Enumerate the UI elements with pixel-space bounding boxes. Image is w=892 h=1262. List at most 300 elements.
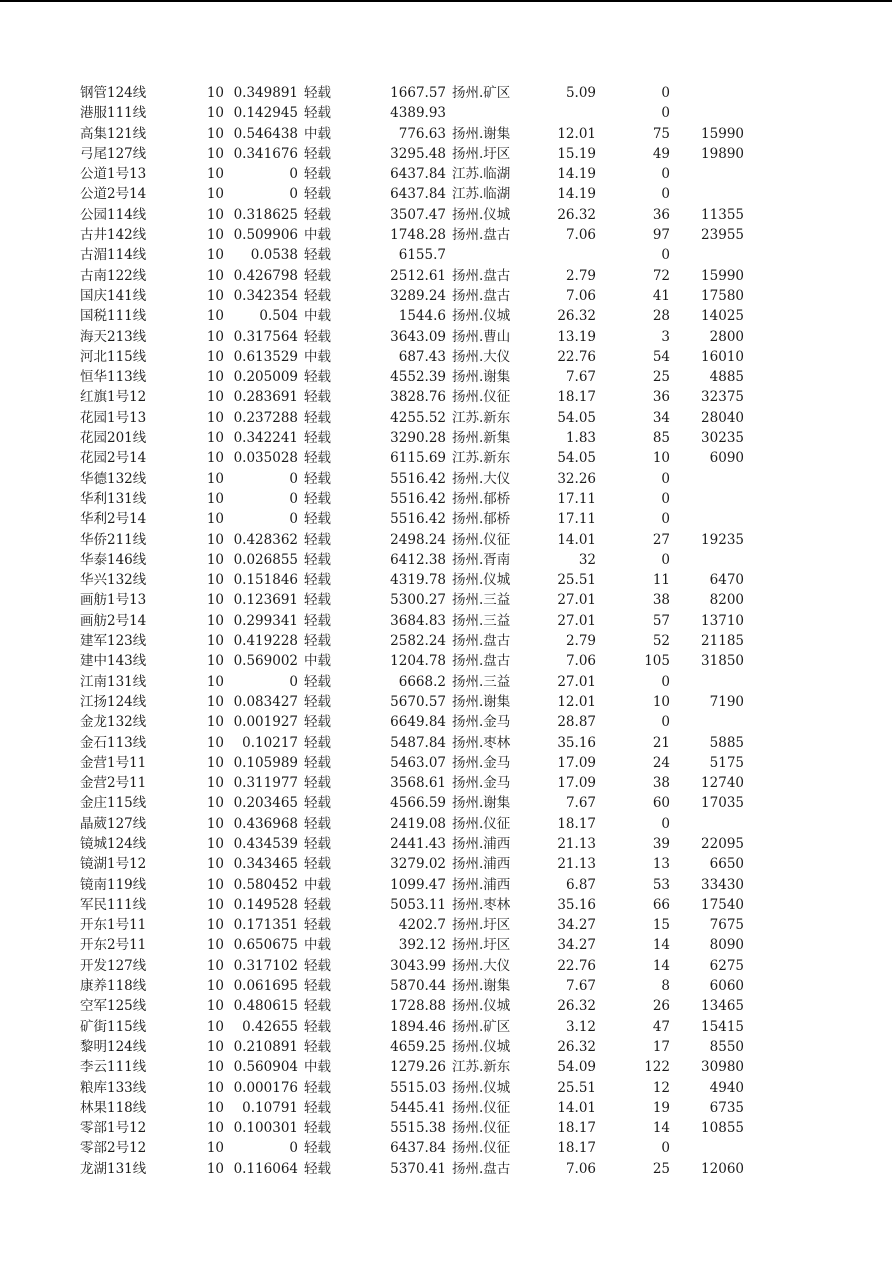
- capacity-cell: 2582.24: [390, 633, 446, 650]
- count-cell: 36: [652, 389, 670, 406]
- line-name-cell: 红旗1号12: [80, 389, 147, 406]
- load-status-cell: 轻载: [304, 633, 331, 650]
- kva-cell: 10855: [701, 1120, 744, 1137]
- count-cell: 17: [652, 1038, 670, 1055]
- line-name-cell: 港服111线: [80, 105, 147, 122]
- line-name-cell: 海天213线: [80, 328, 147, 345]
- load-rate-cell: 0.569002: [233, 653, 298, 670]
- kva-cell: 8200: [709, 592, 744, 609]
- length-cell: 5.09: [565, 85, 596, 101]
- substation-cell: 扬州.仪征: [452, 1099, 511, 1116]
- line-name-cell: 江扬124线: [80, 693, 147, 710]
- table-row: [0, 530, 892, 550]
- substation-cell: 扬州.金马: [452, 754, 511, 771]
- substation-cell: 扬州.金马: [452, 775, 511, 792]
- load-rate-cell: 0.546438: [233, 125, 298, 142]
- count-cell: 0: [661, 490, 670, 507]
- load-status-cell: 轻载: [304, 1140, 331, 1157]
- voltage-cell: 10: [206, 1099, 224, 1116]
- line-name-cell: 粮库133线: [80, 1079, 147, 1096]
- voltage-cell: 10: [206, 125, 224, 142]
- load-rate-cell: 0.000176: [233, 1079, 298, 1096]
- length-cell: 7.67: [565, 369, 596, 386]
- load-rate-cell: 0.123691: [233, 592, 298, 609]
- load-rate-cell: 0.428362: [233, 531, 298, 548]
- table-row: [0, 895, 892, 915]
- kva-cell: 5175: [709, 754, 744, 771]
- substation-cell: 扬州.盘古: [452, 287, 511, 304]
- length-cell: 22.76: [557, 348, 596, 365]
- count-cell: 10: [652, 693, 670, 710]
- voltage-cell: 10: [206, 308, 224, 325]
- substation-cell: 江苏.新东: [452, 450, 511, 467]
- voltage-cell: 10: [206, 511, 224, 528]
- capacity-cell: 3043.99: [390, 957, 446, 974]
- load-rate-cell: 0.317102: [233, 957, 298, 974]
- voltage-cell: 10: [206, 267, 224, 284]
- substation-cell: 扬州.三益: [452, 673, 511, 690]
- line-name-cell: 华泰146线: [80, 551, 147, 568]
- load-rate-cell: 0.317564: [233, 328, 298, 345]
- load-status-cell: 中载: [304, 1059, 331, 1076]
- count-cell: 53: [652, 876, 670, 893]
- kva-cell: 2800: [709, 328, 744, 345]
- kva-cell: 7675: [709, 917, 744, 934]
- kva-cell: 30980: [701, 1059, 744, 1076]
- voltage-cell: 10: [206, 206, 224, 223]
- count-cell: 14: [652, 1120, 670, 1137]
- load-status-cell: 轻载: [304, 145, 331, 162]
- substation-cell: 扬州.仪城: [452, 206, 511, 223]
- count-cell: 0: [661, 247, 670, 264]
- kva-cell: 8090: [709, 937, 744, 954]
- voltage-cell: 10: [206, 348, 224, 365]
- voltage-cell: 10: [206, 1160, 224, 1177]
- voltage-cell: 10: [206, 673, 224, 690]
- length-cell: 17.11: [557, 490, 596, 507]
- count-cell: 38: [652, 775, 670, 792]
- substation-cell: 扬州.仪征: [452, 1140, 511, 1157]
- table-row: [0, 1057, 892, 1077]
- voltage-cell: 10: [206, 937, 224, 954]
- substation-cell: 扬州.浦西: [452, 876, 511, 893]
- capacity-cell: 5515.38: [390, 1120, 446, 1137]
- line-name-cell: 金营2号11: [80, 775, 147, 792]
- load-status-cell: 轻载: [304, 369, 331, 386]
- table-row: [0, 834, 892, 854]
- load-rate-cell: 0.151846: [233, 572, 298, 589]
- substation-cell: 扬州.三益: [452, 592, 511, 609]
- kva-cell: 19235: [701, 531, 744, 548]
- load-rate-cell: 0.083427: [233, 693, 298, 710]
- kva-cell: 15990: [701, 267, 744, 284]
- substation-cell: 江苏.临湖: [452, 166, 511, 183]
- count-cell: 0: [661, 511, 670, 528]
- substation-cell: 扬州.盘古: [452, 267, 511, 284]
- kva-cell: 17580: [701, 287, 744, 304]
- length-cell: 26.32: [557, 1038, 596, 1055]
- count-cell: 66: [652, 896, 670, 913]
- voltage-cell: 10: [206, 1079, 224, 1096]
- length-cell: 18.17: [557, 815, 596, 832]
- count-cell: 27: [652, 531, 670, 548]
- length-cell: 54.05: [557, 409, 596, 426]
- table-row: [0, 631, 892, 651]
- count-cell: 21: [652, 734, 670, 751]
- count-cell: 52: [652, 633, 670, 650]
- substation-cell: 扬州.仪城: [452, 1079, 511, 1096]
- count-cell: 54: [652, 348, 670, 365]
- load-status-cell: 轻载: [304, 917, 331, 934]
- capacity-cell: 5370.41: [390, 1160, 446, 1177]
- line-name-cell: 弓尾127线: [80, 145, 147, 162]
- kva-cell: 14025: [701, 308, 744, 325]
- voltage-cell: 10: [206, 856, 224, 873]
- voltage-cell: 10: [206, 633, 224, 650]
- length-cell: 35.16: [557, 734, 596, 751]
- voltage-cell: 10: [206, 287, 224, 304]
- load-status-cell: 轻载: [304, 490, 331, 507]
- table-row: [0, 854, 892, 874]
- count-cell: 3: [661, 328, 670, 345]
- voltage-cell: 10: [206, 653, 224, 670]
- load-status-cell: 轻载: [304, 267, 331, 284]
- voltage-cell: 10: [206, 470, 224, 487]
- line-name-cell: 华利131线: [80, 490, 147, 507]
- count-cell: 0: [661, 714, 670, 731]
- substation-cell: 扬州.仪城: [452, 572, 511, 589]
- kva-cell: 21185: [701, 633, 744, 650]
- load-rate-cell: 0.343465: [233, 856, 298, 873]
- substation-cell: 扬州.圩区: [452, 145, 511, 162]
- substation-cell: 扬州.仪征: [452, 531, 511, 548]
- line-name-cell: 镜南119线: [80, 876, 147, 893]
- kva-cell: 33430: [701, 876, 744, 893]
- table-row: [0, 753, 892, 773]
- capacity-cell: 687.43: [398, 348, 446, 365]
- count-cell: 26: [652, 998, 670, 1015]
- load-status-cell: 轻载: [304, 287, 331, 304]
- capacity-cell: 3279.02: [390, 856, 446, 873]
- load-rate-cell: 0.203465: [233, 795, 298, 812]
- count-cell: 105: [644, 653, 670, 670]
- voltage-cell: 10: [206, 409, 224, 426]
- voltage-cell: 10: [206, 247, 224, 264]
- table-row: [0, 83, 892, 103]
- length-cell: 21.13: [557, 835, 596, 852]
- table-row: [0, 184, 892, 204]
- capacity-cell: 2419.08: [390, 815, 446, 832]
- kva-cell: 5885: [709, 734, 744, 751]
- count-cell: 0: [661, 673, 670, 690]
- load-rate-cell: 0.613529: [233, 348, 298, 365]
- capacity-cell: 3643.09: [390, 328, 446, 345]
- count-cell: 25: [652, 1160, 670, 1177]
- capacity-cell: 3828.76: [390, 389, 446, 406]
- capacity-cell: 6115.69: [390, 450, 446, 467]
- table-row: [0, 428, 892, 448]
- count-cell: 75: [652, 125, 670, 142]
- length-cell: 35.16: [557, 896, 596, 913]
- line-name-cell: 林果118线: [80, 1099, 147, 1116]
- count-cell: 0: [661, 85, 670, 101]
- capacity-cell: 4255.52: [390, 409, 446, 426]
- length-cell: 14.01: [557, 1099, 596, 1116]
- length-cell: 7.06: [565, 287, 596, 304]
- line-name-cell: 金石113线: [80, 734, 147, 751]
- length-cell: 14.01: [557, 531, 596, 548]
- load-status-cell: 轻载: [304, 328, 331, 345]
- voltage-cell: 10: [206, 1120, 224, 1137]
- substation-cell: 扬州.枣林: [452, 896, 511, 913]
- length-cell: 3.12: [565, 1018, 596, 1035]
- length-cell: 18.17: [557, 389, 596, 406]
- count-cell: 13: [652, 856, 670, 873]
- capacity-cell: 3568.61: [390, 775, 446, 792]
- capacity-cell: 4659.25: [390, 1038, 446, 1055]
- load-status-cell: 轻载: [304, 1038, 331, 1055]
- kva-cell: 12060: [701, 1160, 744, 1177]
- line-name-cell: 镜湖1号12: [80, 856, 147, 873]
- voltage-cell: 10: [206, 572, 224, 589]
- kva-cell: 30235: [701, 430, 744, 447]
- load-status-cell: 轻载: [304, 673, 331, 690]
- length-cell: 21.13: [557, 856, 596, 873]
- substation-cell: 扬州.胥南: [452, 551, 511, 568]
- load-status-cell: 轻载: [304, 470, 331, 487]
- kva-cell: 11355: [701, 206, 744, 223]
- table-row: [0, 692, 892, 712]
- kva-cell: 19890: [701, 145, 744, 162]
- voltage-cell: 10: [206, 369, 224, 386]
- count-cell: 28: [652, 308, 670, 325]
- line-name-cell: 开东2号11: [80, 937, 147, 954]
- load-status-cell: 轻载: [304, 409, 331, 426]
- table-row: [0, 935, 892, 955]
- count-cell: 57: [652, 612, 670, 629]
- line-name-cell: 公道1号13: [80, 166, 147, 183]
- load-rate-cell: 0.116064: [233, 1160, 298, 1177]
- substation-cell: 扬州.矿区: [452, 1018, 511, 1035]
- line-name-cell: 花园201线: [80, 430, 147, 447]
- line-name-cell: 公道2号14: [80, 186, 147, 203]
- capacity-cell: 4566.59: [390, 795, 446, 812]
- line-name-cell: 恒华113线: [80, 369, 147, 386]
- line-name-cell: 零部2号12: [80, 1140, 147, 1157]
- substation-cell: 扬州.大仪: [452, 957, 511, 974]
- capacity-cell: 1099.47: [390, 876, 446, 893]
- capacity-cell: 2512.61: [390, 267, 446, 284]
- capacity-cell: 6437.84: [390, 166, 446, 183]
- load-rate-cell: 0: [289, 490, 298, 507]
- table-row: [0, 875, 892, 895]
- length-cell: 12.01: [557, 125, 596, 142]
- kva-cell: 31850: [701, 653, 744, 670]
- capacity-cell: 5300.27: [390, 592, 446, 609]
- capacity-cell: 6437.84: [390, 186, 446, 203]
- load-status-cell: 轻载: [304, 978, 331, 995]
- load-rate-cell: 0.10217: [242, 734, 298, 751]
- voltage-cell: 10: [206, 328, 224, 345]
- length-cell: 13.19: [557, 328, 596, 345]
- load-rate-cell: 0.171351: [233, 917, 298, 934]
- load-rate-cell: 0.026855: [233, 551, 298, 568]
- kva-cell: 15415: [701, 1018, 744, 1035]
- table-row: [0, 976, 892, 996]
- table-row: [0, 915, 892, 935]
- kva-cell: 17540: [701, 896, 744, 913]
- table-row: [0, 1118, 892, 1138]
- load-status-cell: 轻载: [304, 186, 331, 203]
- length-cell: 34.27: [557, 937, 596, 954]
- capacity-cell: 6412.38: [390, 551, 446, 568]
- line-name-cell: 军民111线: [80, 896, 147, 913]
- length-cell: 17.09: [557, 754, 596, 771]
- capacity-cell: 392.12: [398, 937, 446, 954]
- kva-cell: 6735: [709, 1099, 744, 1116]
- length-cell: 34.27: [557, 917, 596, 934]
- table-row: [0, 1078, 892, 1098]
- substation-cell: 扬州.郁桥: [452, 511, 511, 528]
- load-rate-cell: 0.419228: [233, 633, 298, 650]
- load-rate-cell: 0: [289, 166, 298, 183]
- table-row: [0, 286, 892, 306]
- table-row: [0, 773, 892, 793]
- load-rate-cell: 0.105989: [233, 754, 298, 771]
- table-row: [0, 611, 892, 631]
- capacity-cell: 5487.84: [390, 734, 446, 751]
- load-status-cell: 轻载: [304, 754, 331, 771]
- voltage-cell: 10: [206, 775, 224, 792]
- voltage-cell: 10: [206, 795, 224, 812]
- length-cell: 14.19: [557, 186, 596, 203]
- load-rate-cell: 0.142945: [233, 105, 298, 122]
- kva-cell: 17035: [701, 795, 744, 812]
- line-name-cell: 华利2号14: [80, 511, 147, 528]
- count-cell: 97: [652, 227, 670, 244]
- voltage-cell: 10: [206, 227, 224, 244]
- count-cell: 0: [661, 470, 670, 487]
- load-rate-cell: 0.434539: [233, 835, 298, 852]
- capacity-cell: 5516.42: [390, 470, 446, 487]
- line-name-cell: 金庄115线: [80, 795, 147, 812]
- load-status-cell: 轻载: [304, 795, 331, 812]
- length-cell: 18.17: [557, 1120, 596, 1137]
- count-cell: 10: [652, 450, 670, 467]
- load-status-cell: 轻载: [304, 572, 331, 589]
- capacity-cell: 2441.43: [390, 835, 446, 852]
- count-cell: 36: [652, 206, 670, 223]
- substation-cell: 扬州.盘古: [452, 1160, 511, 1177]
- line-name-cell: 开东1号11: [80, 917, 147, 934]
- load-status-cell: 轻载: [304, 734, 331, 751]
- load-rate-cell: 0.342241: [233, 430, 298, 447]
- capacity-cell: 5516.42: [390, 490, 446, 507]
- substation-cell: 扬州.曹山: [452, 328, 511, 345]
- substation-cell: 江苏.新东: [452, 409, 511, 426]
- count-cell: 34: [652, 409, 670, 426]
- length-cell: 26.32: [557, 308, 596, 325]
- load-rate-cell: 0.341676: [233, 145, 298, 162]
- capacity-cell: 5053.11: [390, 896, 446, 913]
- load-status-cell: 中载: [304, 308, 331, 325]
- load-rate-cell: 0.100301: [233, 1120, 298, 1137]
- table-row: [0, 144, 892, 164]
- substation-cell: 扬州.仪征: [452, 815, 511, 832]
- length-cell: 25.51: [557, 1079, 596, 1096]
- voltage-cell: 10: [206, 186, 224, 203]
- load-status-cell: 轻载: [304, 1120, 331, 1137]
- capacity-cell: 5445.41: [390, 1099, 446, 1116]
- load-rate-cell: 0.001927: [233, 714, 298, 731]
- voltage-cell: 10: [206, 531, 224, 548]
- table-row: [0, 1037, 892, 1057]
- kva-cell: 23955: [701, 227, 744, 244]
- kva-cell: 16010: [701, 348, 744, 365]
- substation-cell: 扬州.矿区: [452, 85, 511, 101]
- length-cell: 54.05: [557, 450, 596, 467]
- line-name-cell: 开发127线: [80, 957, 147, 974]
- voltage-cell: 10: [206, 389, 224, 406]
- load-status-cell: 中载: [304, 227, 331, 244]
- load-status-cell: 轻载: [304, 389, 331, 406]
- count-cell: 85: [652, 430, 670, 447]
- table-row: [0, 225, 892, 245]
- voltage-cell: 10: [206, 998, 224, 1015]
- voltage-cell: 10: [206, 450, 224, 467]
- line-name-cell: 矿街115线: [80, 1018, 147, 1035]
- capacity-cell: 3684.83: [390, 612, 446, 629]
- table-row: [0, 1138, 892, 1158]
- load-status-cell: 轻载: [304, 1099, 331, 1116]
- substation-cell: 扬州.大仪: [452, 470, 511, 487]
- voltage-cell: 10: [206, 957, 224, 974]
- load-status-cell: 轻载: [304, 815, 331, 832]
- count-cell: 25: [652, 369, 670, 386]
- capacity-cell: 776.63: [398, 125, 446, 142]
- table-row: [0, 956, 892, 976]
- load-status-cell: 中载: [304, 937, 331, 954]
- length-cell: 27.01: [557, 673, 596, 690]
- line-name-cell: 花园2号14: [80, 450, 147, 467]
- voltage-cell: 10: [206, 815, 224, 832]
- capacity-cell: 4389.93: [390, 105, 446, 122]
- table-row: [0, 469, 892, 489]
- line-name-cell: 李云111线: [80, 1059, 147, 1076]
- table-row: [0, 489, 892, 509]
- load-status-cell: 轻载: [304, 693, 331, 710]
- capacity-cell: 3507.47: [390, 206, 446, 223]
- table-row: [0, 733, 892, 753]
- capacity-cell: 4319.78: [390, 572, 446, 589]
- load-rate-cell: 0.299341: [233, 612, 298, 629]
- load-rate-cell: 0.42655: [242, 1018, 298, 1035]
- load-status-cell: 轻载: [304, 430, 331, 447]
- voltage-cell: 10: [206, 1018, 224, 1035]
- voltage-cell: 10: [206, 1140, 224, 1157]
- substation-cell: 扬州.仪城: [452, 308, 511, 325]
- count-cell: 0: [661, 551, 670, 568]
- line-name-cell: 花园1号13: [80, 409, 147, 426]
- kva-cell: 7190: [709, 693, 744, 710]
- line-name-cell: 金营1号11: [80, 754, 147, 771]
- length-cell: 14.19: [557, 166, 596, 183]
- kva-cell: 6090: [709, 450, 744, 467]
- voltage-cell: 10: [206, 592, 224, 609]
- substation-cell: 扬州.谢集: [452, 693, 511, 710]
- length-cell: 12.01: [557, 693, 596, 710]
- table-row: [0, 306, 892, 326]
